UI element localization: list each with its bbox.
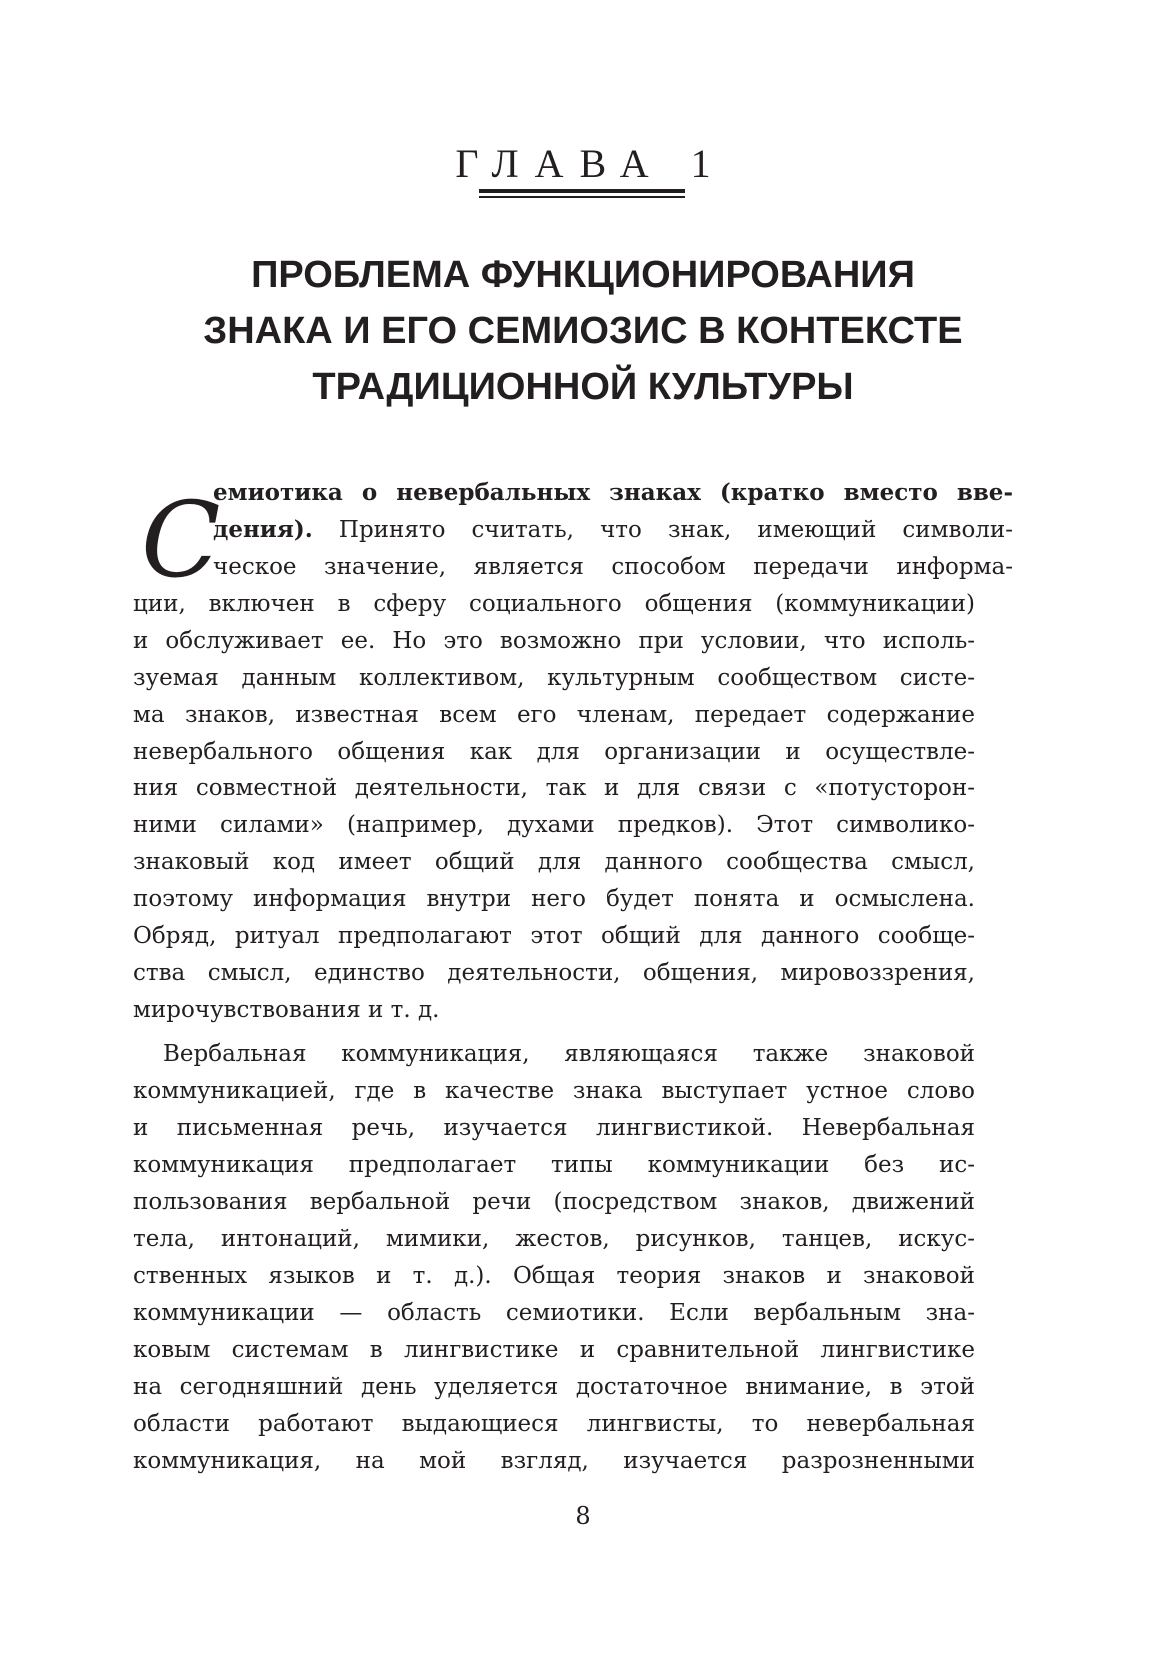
text-line: емиотика о невербальных знаках (кратко вместо вве- bbox=[213, 479, 1013, 506]
text-line: ства смысл, единство деятельности, общения, мировоззрения, bbox=[133, 960, 975, 986]
text-line: ческое значение, является способом передачи информа- bbox=[213, 554, 1013, 580]
chapter-rule-thin bbox=[479, 196, 685, 198]
text-line: на сегодняшний день уделяется достаточное внимание, в этой bbox=[133, 1374, 975, 1400]
text-line: коммуникацией, где в качестве знака выступает устное слово bbox=[133, 1078, 975, 1104]
text-line: коммуникации — область семиотики. Если вербальным зна- bbox=[133, 1300, 975, 1326]
text-line: поэтому информация внутри него будет понята и осмыслена. bbox=[133, 886, 975, 912]
chapter-heading: ГЛАВА 1 bbox=[455, 141, 727, 186]
text-line: ма знаков, известная всем его членам, передает содержание bbox=[133, 702, 975, 728]
title-line: ТРАДИЦИОННОЙ КУЛЬТУРЫ bbox=[312, 366, 854, 408]
text-line: знаковый код имеет общий для данного сообщества смысл, bbox=[133, 849, 975, 875]
title-line: ЗНАКА И ЕГО СЕМИОЗИС В КОНТЕКСТЕ bbox=[203, 310, 963, 352]
text-line: мирочувствования и т. д. bbox=[133, 997, 440, 1023]
text-line: ния совместной деятельности, так и для связи с «потусторон- bbox=[133, 775, 975, 801]
chapter-title bbox=[0, 247, 1166, 415]
text-line: и обслуживает ее. Но это возможно при условии, что исполь- bbox=[133, 628, 975, 654]
chapter-rule-thick bbox=[479, 189, 685, 193]
text-line: ковым системам в лингвистике и сравнительной лингвистике bbox=[133, 1337, 975, 1363]
text-line bbox=[213, 512, 1013, 549]
title-line: ПРОБЛЕМА ФУНКЦИОНИРОВАНИЯ bbox=[251, 254, 915, 296]
text-line: области работают выдающиеся лингвисты, то невербальная bbox=[133, 1411, 975, 1437]
text-line: пользования вербальной речи (посредством знаков, движений bbox=[133, 1189, 975, 1215]
text-line: и письменная речь, изучается лингвистикой. Невербальная bbox=[133, 1115, 975, 1141]
text-line: невербального общения как для организации и осуществле- bbox=[133, 739, 975, 765]
text-line: Обряд, ритуал предполагают этот общий для данного сообще- bbox=[133, 923, 975, 949]
drop-cap: С bbox=[141, 479, 221, 601]
text-line: ними силами» (например, духами предков). Этот символико- bbox=[133, 812, 975, 838]
text-line: ции, включен в сферу социального общения (коммуникации) bbox=[133, 591, 975, 617]
text-line: Вербальная коммуникация, являющаяся также знаковой bbox=[163, 1041, 975, 1067]
text-line: коммуникация, на мой взгляд, изучается разрозненными bbox=[133, 1448, 975, 1474]
text-line: ственных языков и т. д.). Общая теория знаков и знаковой bbox=[133, 1263, 975, 1289]
text-line: тела, интонаций, мимики, жестов, рисунков, танцев, искус- bbox=[133, 1226, 975, 1252]
text-line: зуемая данным коллективом, культурным сообществом систе- bbox=[133, 665, 975, 691]
bold-run: дения). bbox=[213, 516, 313, 543]
text-run: Принято считать, что знак, имеющий символи- bbox=[338, 517, 1014, 543]
page-number: 8 bbox=[575, 1502, 591, 1530]
text-line: коммуникация предполагает типы коммуникации без ис- bbox=[133, 1152, 975, 1178]
